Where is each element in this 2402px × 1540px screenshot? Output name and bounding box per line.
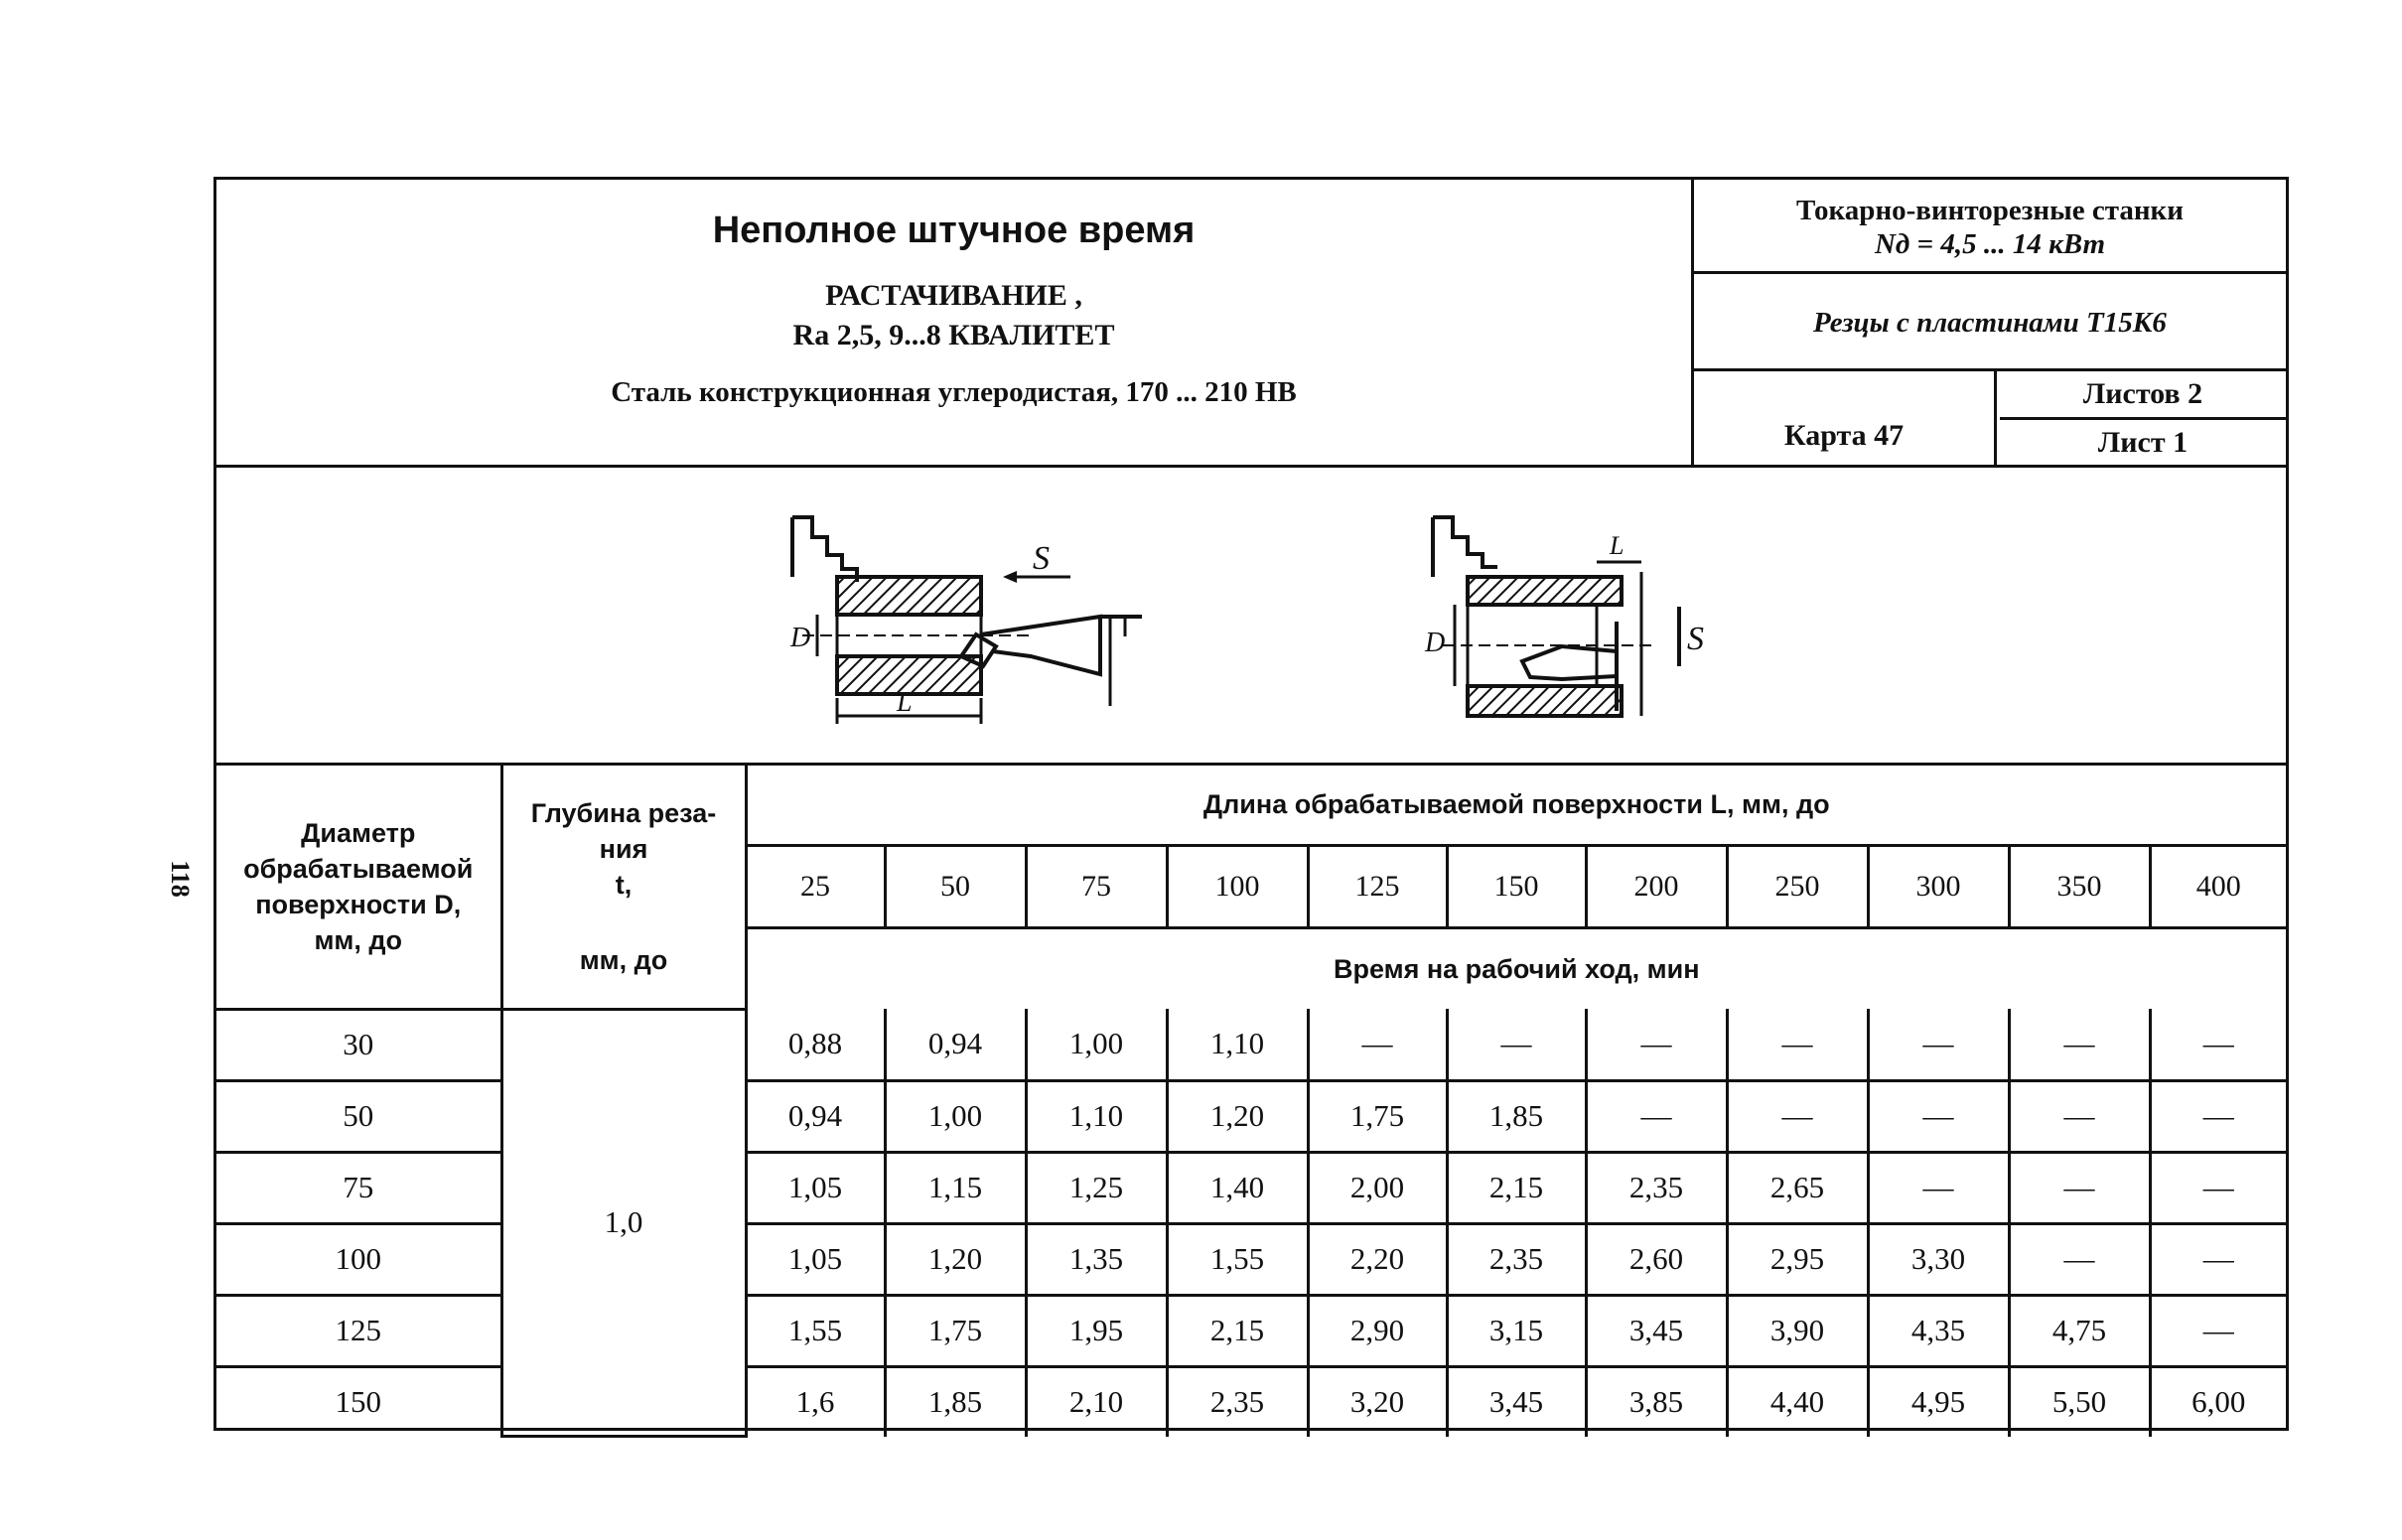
diameter-cell: 150	[216, 1366, 501, 1437]
time-cell: —	[2009, 1223, 2150, 1295]
time-cell: —	[2150, 1080, 2286, 1152]
time-cell: 2,90	[1308, 1295, 1447, 1366]
sheets-total: Листов 2	[2000, 371, 2286, 420]
depth-header-line4: мм, до	[579, 944, 668, 975]
time-cell: 2,10	[1026, 1366, 1167, 1437]
time-norm-table	[216, 766, 2286, 1438]
time-cell: 1,05	[746, 1223, 885, 1295]
length-header: Длина обрабатываемой поверхности L, мм, до	[746, 766, 2286, 846]
time-cell: 1,95	[1026, 1295, 1167, 1366]
time-cell: 2,00	[1308, 1152, 1447, 1223]
time-cell: 1,20	[1167, 1080, 1308, 1152]
time-cell: 4,40	[1727, 1366, 1868, 1437]
time-cell: —	[1586, 1009, 1727, 1080]
time-cell: —	[1868, 1152, 2009, 1223]
time-cell: 1,20	[885, 1223, 1026, 1295]
table-header-row	[216, 766, 2286, 846]
time-cell: 1,05	[746, 1152, 885, 1223]
time-cell: 1,75	[885, 1295, 1026, 1366]
depth-header	[501, 766, 746, 1009]
header-info-block	[1694, 180, 2286, 465]
time-cell: 4,35	[1868, 1295, 2009, 1366]
time-cell: 0,88	[746, 1009, 885, 1080]
time-cell: 3,45	[1586, 1295, 1727, 1366]
time-cell: —	[1727, 1080, 1868, 1152]
card-header	[216, 180, 2286, 468]
time-caption: Время на рабочий ход, мин	[746, 928, 2286, 1010]
time-cell: 1,15	[885, 1152, 1026, 1223]
time-cell: 1,00	[1026, 1009, 1167, 1080]
length-cell: 150	[1447, 846, 1586, 928]
time-cell: 1,25	[1026, 1152, 1167, 1223]
time-cell: 1,55	[746, 1295, 885, 1366]
table-body	[216, 1009, 2286, 1437]
diameter-label-2: D	[1425, 628, 1446, 658]
time-cell: 3,85	[1586, 1366, 1727, 1437]
time-cell: —	[2009, 1080, 2150, 1152]
time-cell: —	[2150, 1223, 2286, 1295]
time-cell: 3,45	[1447, 1366, 1586, 1437]
time-cell: 0,94	[746, 1080, 885, 1152]
length-cell: 125	[1308, 846, 1447, 928]
depth-header-line1: Глубина реза-	[530, 797, 717, 828]
time-cell: 2,35	[1447, 1223, 1586, 1295]
time-cell: 5,50	[2009, 1366, 2150, 1437]
diameter-cell: 75	[216, 1152, 501, 1223]
time-cell: —	[1868, 1080, 2009, 1152]
time-cell: 1,40	[1167, 1152, 1308, 1223]
cutter-type: Резцы с пластинами Т15К6	[1694, 277, 2286, 371]
time-cell: —	[2150, 1152, 2286, 1223]
time-cell: 3,15	[1447, 1295, 1586, 1366]
time-cell: —	[1447, 1009, 1586, 1080]
diameter-cell: 50	[216, 1080, 501, 1152]
length-cell: 300	[1868, 846, 2009, 928]
depth-header-line2: ния	[599, 833, 648, 864]
time-cell: 1,35	[1026, 1223, 1167, 1295]
operation-name: РАСТАЧИВАНИЕ ,	[825, 279, 1082, 312]
time-cell: 3,30	[1868, 1223, 2009, 1295]
time-cell: 3,20	[1308, 1366, 1447, 1437]
length-cell: 100	[1167, 846, 1308, 928]
length-cell: 350	[2009, 846, 2150, 928]
time-cell: 1,55	[1167, 1223, 1308, 1295]
length-cell: 400	[2150, 846, 2286, 928]
time-cell: 2,35	[1167, 1366, 1308, 1437]
time-cell: 3,90	[1727, 1295, 1868, 1366]
time-cell: 4,95	[1868, 1366, 2009, 1437]
diameter-cell: 100	[216, 1223, 501, 1295]
length-cell: 25	[746, 846, 885, 928]
time-cell: —	[2009, 1009, 2150, 1080]
time-cell: —	[2150, 1295, 2286, 1366]
time-cell: 0,94	[885, 1009, 1026, 1080]
time-cell: —	[1586, 1080, 1727, 1152]
depth-header-line3: t,	[615, 869, 633, 900]
time-cell: 1,85	[1447, 1080, 1586, 1152]
time-cell: 2,35	[1586, 1152, 1727, 1223]
length-label-1: L	[897, 687, 913, 718]
time-cell: 2,65	[1727, 1152, 1868, 1223]
norm-card	[213, 177, 2289, 1431]
material-spec: Сталь конструкционная углеродистая, 170 ... 210 НВ	[611, 376, 1297, 408]
machine-power: Nд = 4,5 ... 14 кВт	[1874, 228, 2106, 260]
time-cell: —	[1308, 1009, 1447, 1080]
time-cell: 2,60	[1586, 1223, 1727, 1295]
diameter-header: Диаметр обрабатываемой поверхности D, мм, до	[216, 766, 501, 1009]
time-cell: —	[2009, 1152, 2150, 1223]
depth-cell: 1,0	[501, 1009, 746, 1437]
time-cell: 1,10	[1026, 1080, 1167, 1152]
time-cell: 1,6	[746, 1366, 885, 1437]
diameter-cell: 30	[216, 1009, 501, 1080]
diameter-label-1: D	[790, 623, 811, 653]
length-cell: 250	[1727, 846, 1868, 928]
length-label-2: L	[1610, 531, 1625, 560]
length-cell: 200	[1586, 846, 1727, 928]
header-title-block	[216, 180, 1694, 465]
time-cell: 2,15	[1167, 1295, 1308, 1366]
boring-sketch-through	[773, 507, 1190, 746]
time-cell: 2,15	[1447, 1152, 1586, 1223]
feed-label-1: S	[1033, 540, 1050, 577]
machine-type-line1: Токарно-винторезные станки	[1796, 195, 2184, 226]
length-cell: 75	[1026, 846, 1167, 928]
time-cell: —	[1868, 1009, 2009, 1080]
time-cell: 1,10	[1167, 1009, 1308, 1080]
time-cell: —	[1727, 1009, 1868, 1080]
length-cell: 50	[885, 846, 1026, 928]
time-cell: —	[2150, 1009, 2286, 1080]
time-cell: 1,00	[885, 1080, 1026, 1152]
diameter-cell: 125	[216, 1295, 501, 1366]
operation-sketch-area	[216, 468, 2286, 766]
time-cell: 4,75	[2009, 1295, 2150, 1366]
boring-sketch-shoulder	[1413, 512, 1770, 751]
time-cell: 1,75	[1308, 1080, 1447, 1152]
page-number: 118	[165, 860, 195, 898]
time-cell: 6,00	[2150, 1366, 2286, 1437]
time-cell: 2,20	[1308, 1223, 1447, 1295]
sheet-current: Лист 1	[2097, 426, 2189, 459]
table-row	[216, 1009, 2286, 1080]
time-cell: 1,85	[885, 1366, 1026, 1437]
time-cell: 2,95	[1727, 1223, 1868, 1295]
time-norm-table-wrap	[216, 766, 2286, 1438]
feed-label-2: S	[1687, 621, 1704, 657]
card-number: Карта 47	[1694, 371, 1997, 465]
roughness-quality: Ra 2,5, 9...8 КВАЛИТЕТ	[792, 319, 1115, 351]
page-title: Неполное штучное время	[712, 210, 1196, 251]
machine-type	[1694, 180, 2286, 274]
